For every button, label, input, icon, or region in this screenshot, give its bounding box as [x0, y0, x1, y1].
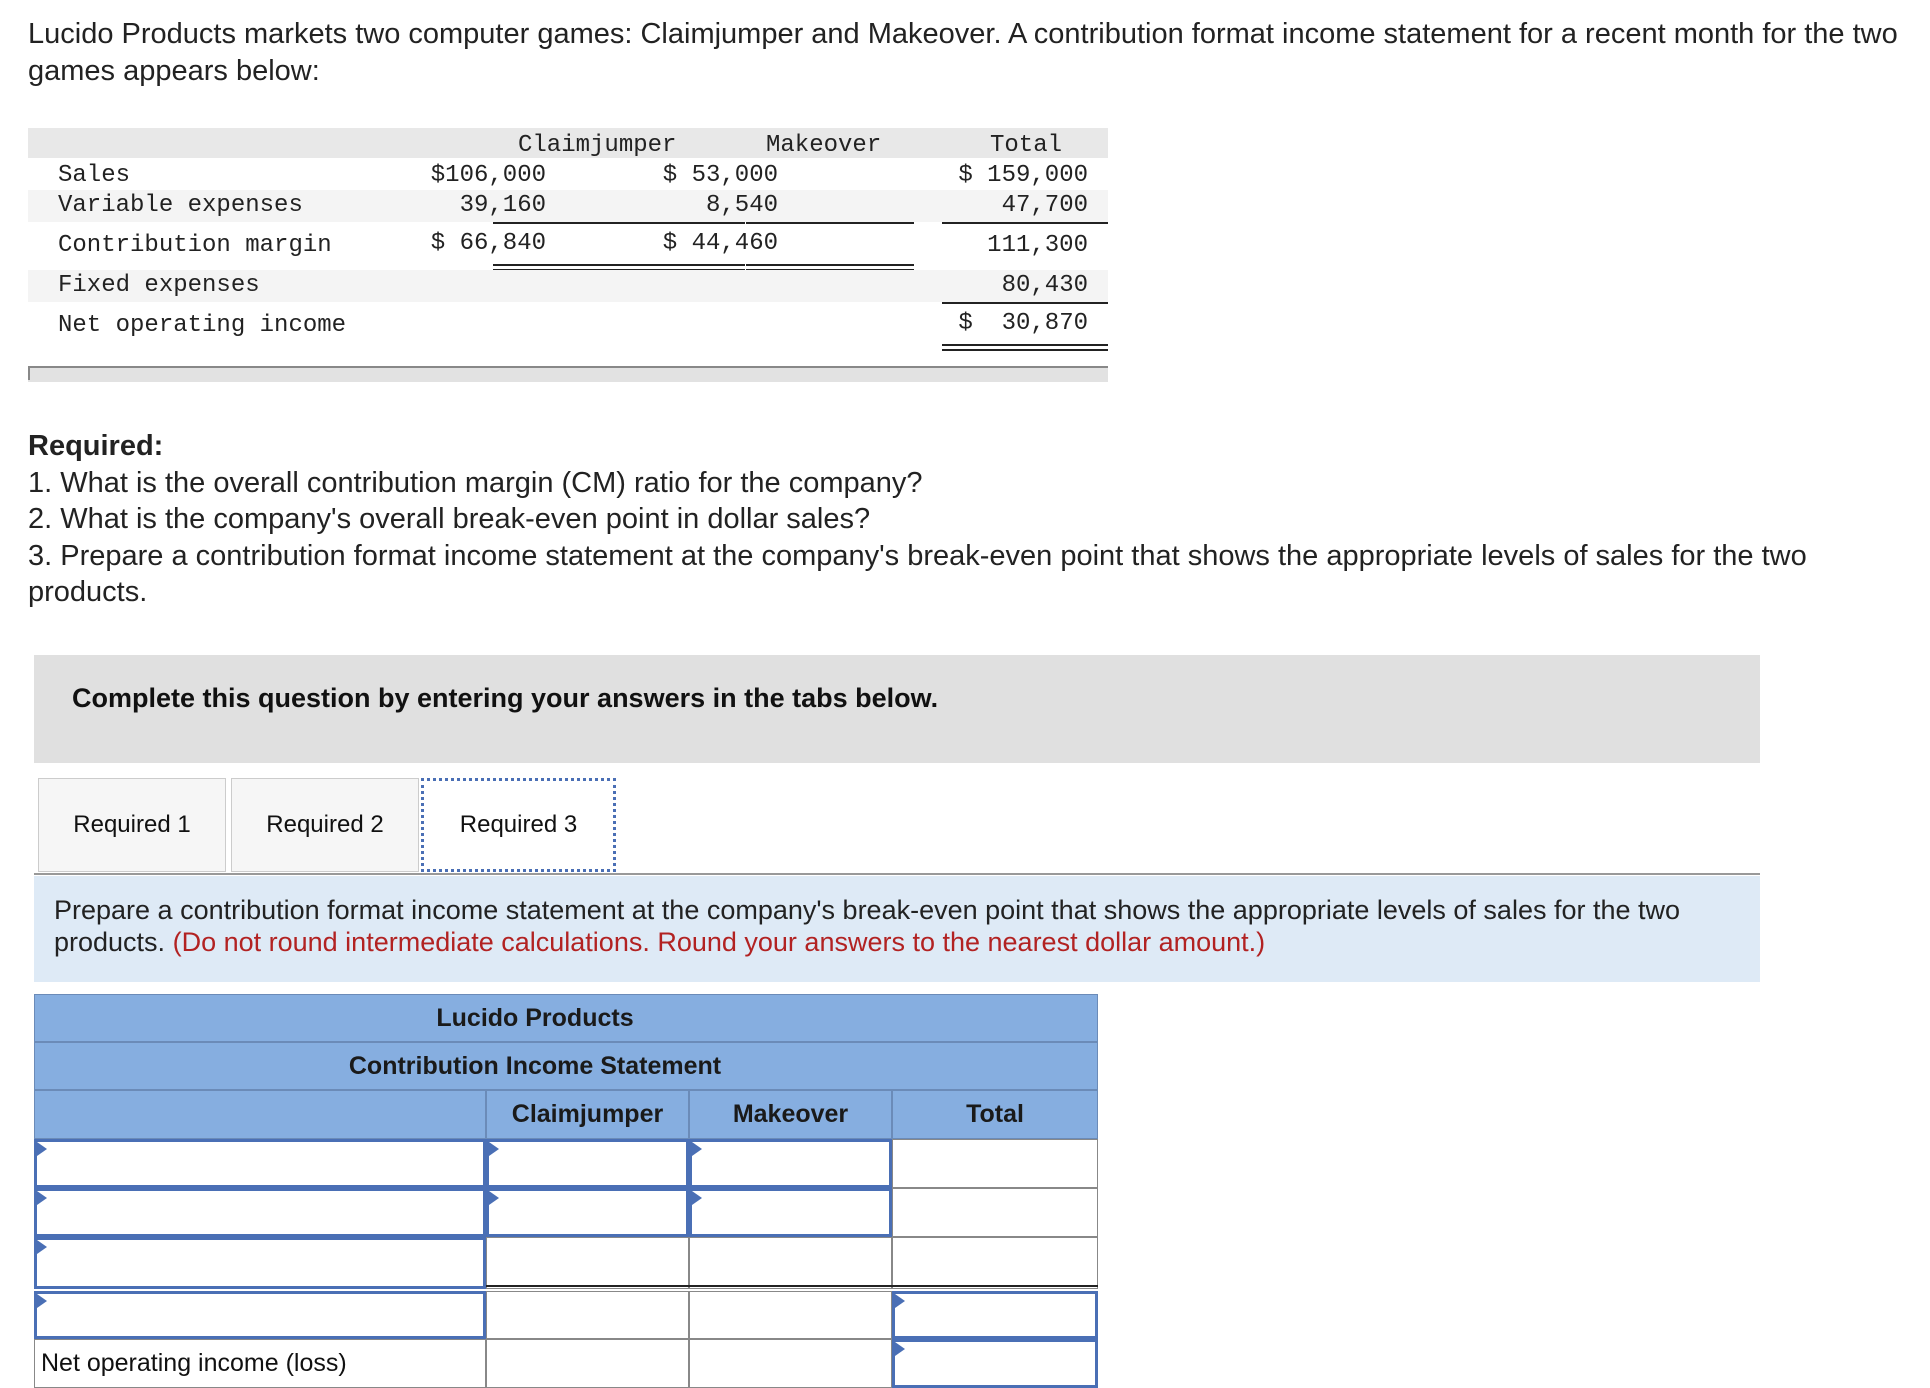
statement-cm-makeover: $ 44,460 [662, 230, 778, 257]
statement-label-variable-expenses: Variable expenses [58, 192, 303, 219]
statement-header-total: Total [990, 132, 1063, 159]
statement-noi-total: $ 30,870 [958, 310, 1088, 337]
underline [942, 302, 1108, 304]
answer-row1-total-cell [892, 1139, 1098, 1188]
required-item-3: 3. Prepare a contribution format income statement at the company's break-even point that shows the appropriate levels of sales for the two products. [28, 539, 1807, 608]
intro-text: Lucido Products markets two computer games: Claimjumper and Makeover. A contribution format income statement for a recent month for the two games appears below: [28, 18, 1898, 87]
answer-header-total: Total [892, 1090, 1098, 1139]
answer-company-text: Lucido Products [436, 1003, 634, 1032]
statement-variable-makeover: 8,540 [705, 192, 778, 219]
statement-footer-tick [28, 366, 30, 380]
answer-row3-makeover-cell [689, 1237, 892, 1289]
answer-header-makeover: Makeover [689, 1090, 892, 1139]
tab-required-1[interactable]: Required 1 [38, 778, 226, 872]
answer-header-blank [34, 1090, 486, 1139]
answer-row2-total-cell [892, 1188, 1098, 1237]
answer-row2-makeover-input[interactable] [689, 1188, 892, 1237]
instruction-text [54, 894, 1744, 958]
answer-row3-claimjumper-cell [486, 1237, 689, 1289]
answer-net-operating-income-label: Net operating income (loss) [34, 1339, 486, 1388]
statement-variable-claimjumper: 39,160 [459, 192, 546, 219]
answer-row3-label-input[interactable] [34, 1237, 486, 1289]
tab-required-2[interactable]: Required 2 [231, 778, 419, 872]
instructions-banner [34, 655, 1760, 763]
banner-text: Complete this question by entering your answers in the tabs below. [72, 683, 939, 713]
answer-row2-claimjumper-input[interactable] [486, 1188, 689, 1237]
statement-sales-total: $ 159,000 [958, 162, 1088, 189]
answer-title-text: Contribution Income Statement [348, 1051, 722, 1080]
underline [746, 222, 914, 224]
instruction-note: (Do not round intermediate calculations. Round your answers to the nearest dollar amount.) [172, 927, 1266, 957]
answer-row-separator [486, 1285, 1098, 1287]
answer-row4-total-input[interactable] [892, 1291, 1098, 1339]
statement-header-makeover: Makeover [766, 132, 882, 159]
statement-label-net-operating-income: Net operating income [58, 312, 347, 339]
statement-label-fixed-expenses: Fixed expenses [58, 272, 260, 299]
double-underline [942, 344, 1108, 351]
statement-footer-bar [28, 366, 1108, 382]
required-item-1: 1. What is the overall contribution margin (CM) ratio for the company? [28, 466, 923, 499]
answer-title [34, 1042, 1098, 1090]
statement-label-sales: Sales [58, 162, 131, 189]
required-item-2: 2. What is the company's overall break-even point in dollar sales? [28, 503, 871, 535]
statement-sales-claimjumper: $106,000 [430, 162, 546, 189]
instruction-main: Prepare a contribution format income statement at the company's break-even point that shows the appropriate levels of sales for the two products. [54, 895, 1681, 957]
statement-cm-claimjumper: $ 66,840 [430, 230, 546, 257]
statement-header-claimjumper: Claimjumper [518, 132, 677, 159]
statement-label-contribution-margin: Contribution margin [58, 232, 332, 259]
answer-row3-total-cell [892, 1237, 1098, 1289]
answer-row4-makeover-cell [689, 1291, 892, 1339]
statement-sales-makeover: $ 53,000 [662, 162, 778, 189]
instruction-panel [34, 876, 1760, 982]
answer-row1-makeover-input[interactable] [689, 1139, 892, 1188]
answer-row1-label-input[interactable] [34, 1139, 486, 1188]
answer-row4-claimjumper-cell [486, 1291, 689, 1339]
answer-header-claimjumper: Claimjumper [486, 1090, 689, 1139]
answer-row4-label-input[interactable] [34, 1291, 486, 1339]
statement-cm-total: 111,300 [987, 232, 1088, 259]
required-title: Required: [28, 430, 164, 462]
required-section [28, 428, 1908, 611]
underline [493, 222, 745, 224]
tab-divider [34, 873, 1760, 875]
underline [942, 222, 1108, 224]
answer-company-name [34, 994, 1098, 1042]
answer-row2-label-input[interactable] [34, 1188, 486, 1237]
answer-row5-makeover-cell [689, 1339, 892, 1388]
statement-fixed-total: 80,430 [1001, 272, 1088, 299]
answer-net-operating-income-total-input[interactable] [892, 1339, 1098, 1388]
answer-row5-claimjumper-cell [486, 1339, 689, 1388]
answer-row1-claimjumper-input[interactable] [486, 1139, 689, 1188]
tab-required-3[interactable]: Required 3 [421, 778, 616, 872]
statement-variable-total: 47,700 [1001, 192, 1088, 219]
